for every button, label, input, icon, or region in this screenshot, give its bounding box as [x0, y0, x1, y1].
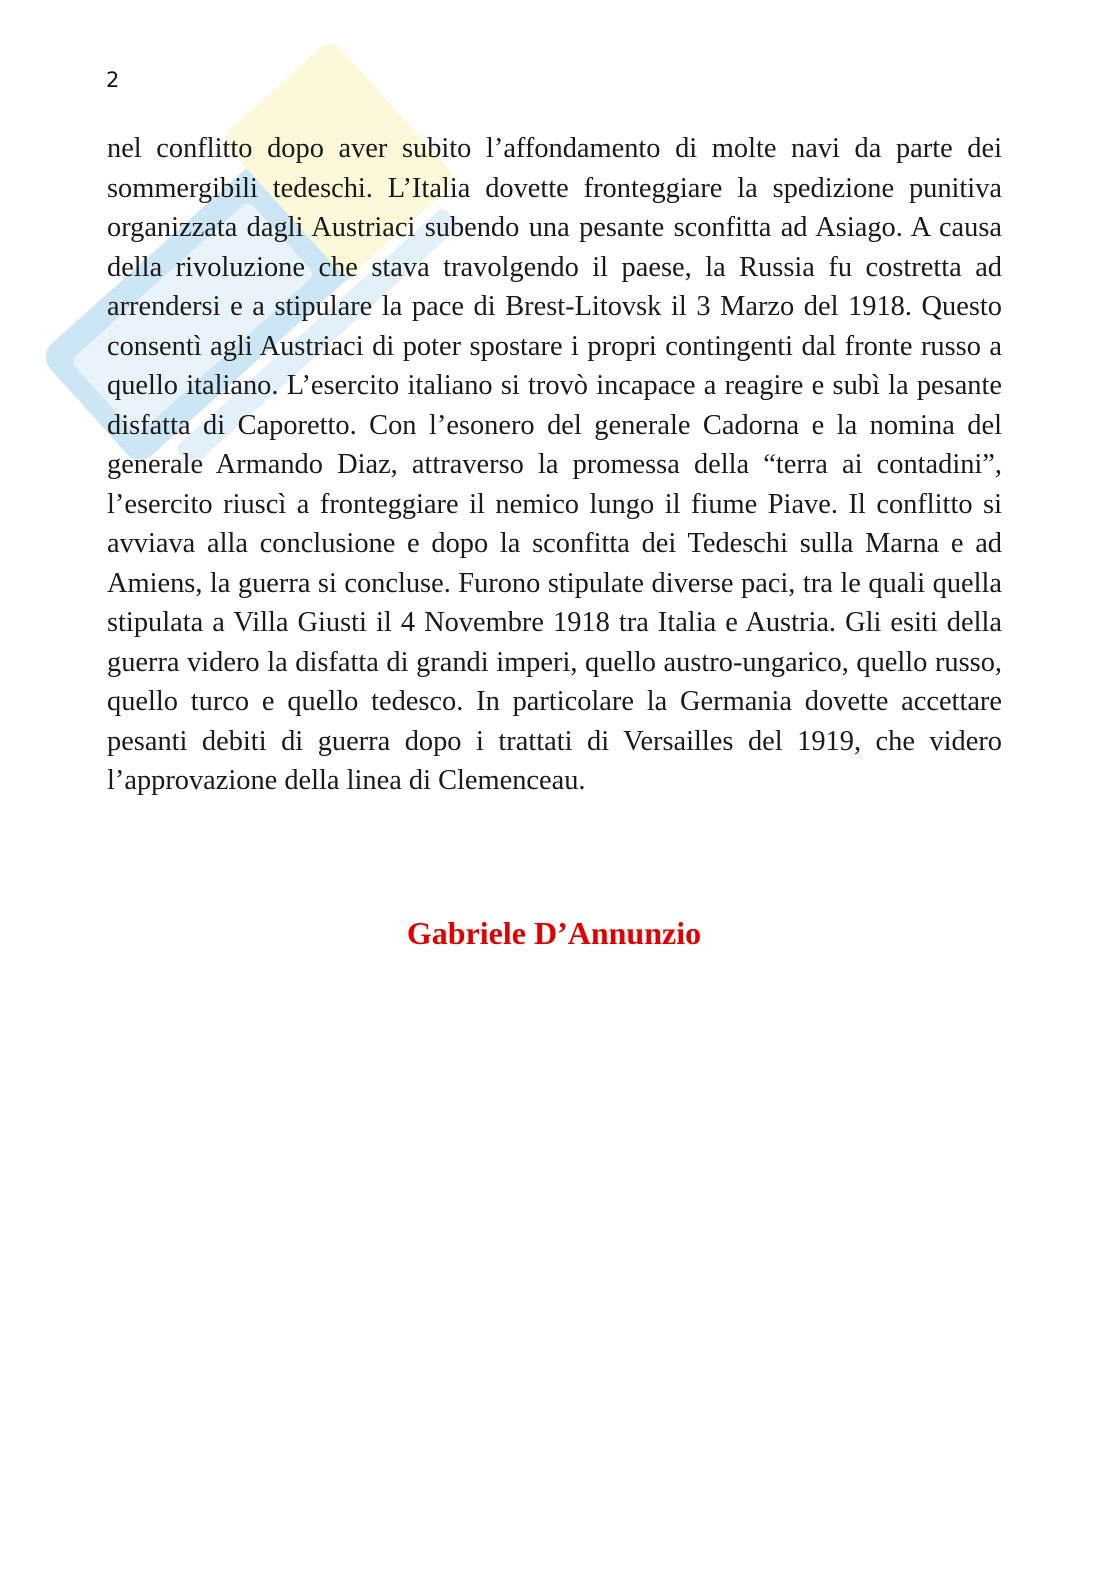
page-number: 2 — [106, 68, 120, 92]
body-paragraph: nel conflitto dopo aver subito l’affondamento di molte navi da parte dei sommergibili tedeschi. L’Italia dovette fronteggiare la spedizione punitiva organizzata dagli Austriaci subendo una pesante sconfitta ad Asiago. A causa della rivoluzione che stava travolgendo il paese, la Russia fu costretta ad arrendersi e a stipulare la pace di Brest-Litovsk il 3 Marzo del 1918. Questo consentì agli Austriaci di poter spostare i propri contingenti dal fronte russo a quello italiano. L’esercito italiano si trovò incapace a reagire e subì la pesante disfatta di Caporetto. Con l’esonero del generale Cadorna e la nomina del generale Armando Diaz, attraverso la promessa della “terra ai contadini”, l’esercito riuscì a fronteggiare il nemico lungo il fiume Piave. Il conflitto si avviava alla conclusione e dopo la sconfitta dei Tedeschi sulla Marna e ad Amiens, la guerra si concluse. Furono stipulate diverse paci, tra le quali quella stipulata a Villa Giusti il 4 Novembre 1918 tra Italia e Austria. Gli esiti della guerra videro la disfatta di grandi imperi, quello austro-ungarico, quello russo, quello turco e quello tedesco. In particolare la Germania dovette accettare pesanti debiti di guerra dopo i trattati di Versailles del 1919, che videro l’approvazione della linea di Clemenceau. — [107, 133, 1002, 796]
section-heading: Gabriele D’Annunzio — [406, 915, 702, 951]
